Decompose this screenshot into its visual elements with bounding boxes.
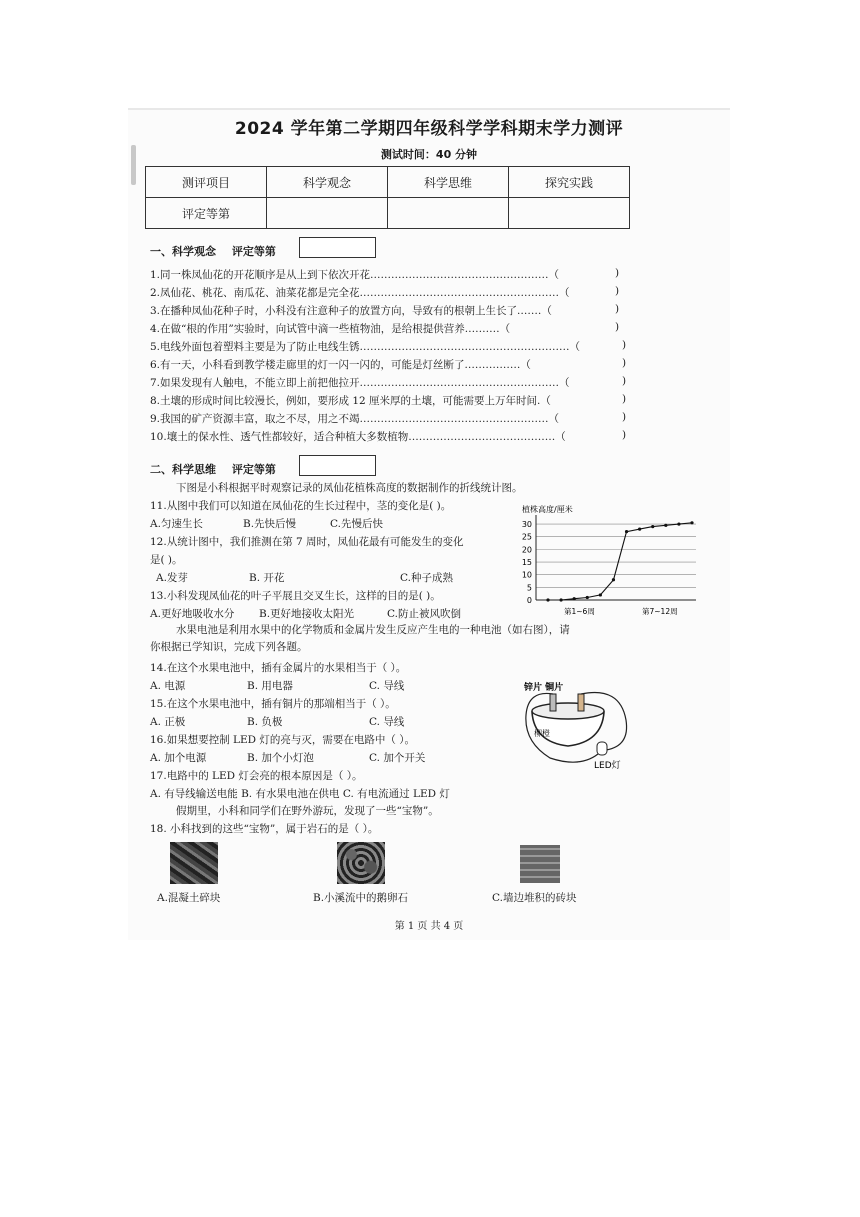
q15-option-a[interactable]: A. 正极 xyxy=(150,716,186,728)
chart-point xyxy=(546,598,549,601)
question-8: 8.土壤的形成时间比较漫长，例如，要形成 12 厘米厚的土壤，可能需要上万年时间.（ xyxy=(150,395,551,407)
question-2: 2.凤仙花、桃花、南瓜花、油菜花都是完全花…………………………………………………（ xyxy=(150,287,570,299)
answer-paren[interactable]: ) xyxy=(622,357,627,369)
led-label: LED灯 xyxy=(594,761,621,770)
zinc-copper-label: 锌片 铜片 xyxy=(524,683,564,693)
chart-y-tick: 5 xyxy=(526,583,532,593)
question-9: 9.我国的矿产资源丰富，取之不尽，用之不竭………………………………………………（ xyxy=(150,413,560,425)
battery-intro-line1: 水果电池是利用水果中的化学物质和金属片发生反应产生电的一种电池（如右图），请 xyxy=(176,624,570,636)
chart-point xyxy=(638,528,641,531)
battery-intro xyxy=(150,622,635,656)
grade-table-header-cell: 科学观念 xyxy=(267,167,388,198)
answer-paren[interactable]: ) xyxy=(615,267,620,279)
q14-option-b[interactable]: B. 用电器 xyxy=(247,680,293,692)
page-title: 2024 学年第二学期四年级科学学科期末学力测评 xyxy=(234,119,624,139)
chart-point xyxy=(586,596,589,599)
q12-option-b[interactable]: B. 开花 xyxy=(249,572,285,584)
section1-grade-label: 评定等第 xyxy=(231,245,276,258)
q11-option-a[interactable]: A.匀速生长 xyxy=(150,518,203,530)
question-11: 11.从图中我们可以知道在凤仙花的生长过程中，茎的变化是( )。 xyxy=(150,500,452,512)
grade-table-row-label: 评定等第 xyxy=(146,198,267,229)
chart-point xyxy=(677,522,680,525)
test-time: 测试时间：40 分钟 xyxy=(380,148,478,161)
q18-option-c[interactable]: C.墙边堆积的砖块 xyxy=(492,892,577,904)
grade-table xyxy=(145,166,630,229)
question-10: 10.壤土的保水性、透气性都较好，适合种植大多数植物……………………………………（ xyxy=(150,431,566,443)
grade-table-header-cell: 测评项目 xyxy=(146,167,267,198)
answer-paren[interactable]: ) xyxy=(622,411,627,423)
chart-point xyxy=(599,593,602,596)
q12-option-c[interactable]: C.种子成熟 xyxy=(400,572,453,584)
q15-option-b[interactable]: B. 负极 xyxy=(247,716,283,728)
answer-paren[interactable]: ) xyxy=(615,285,620,297)
answer-paren[interactable]: ) xyxy=(622,375,627,387)
question-16: 16.如果想要控制 LED 灯的亮与灭，需要在电路中（ ）。 xyxy=(150,734,416,746)
orange-label: 柳橙 xyxy=(534,729,550,738)
chart-y-tick: 20 xyxy=(521,545,532,555)
q14-option-a[interactable]: A. 电源 xyxy=(150,680,186,692)
question-14: 14.在这个水果电池中，插有金属片的水果相当于（ ）。 xyxy=(150,662,407,674)
pebbles-image xyxy=(337,842,385,884)
chart-y-tick: 25 xyxy=(521,532,532,542)
chart-point xyxy=(664,524,667,527)
question-4: 4.在做“根的作用”实验时，向试管中滴一些植物油，是给根提供营养.………（ xyxy=(150,323,511,335)
q16-option-a[interactable]: A. 加个电源 xyxy=(150,752,207,764)
chart-point xyxy=(651,525,654,528)
q16-option-b[interactable]: B. 加个小灯泡 xyxy=(247,752,314,764)
question-5: 5.电线外面包着塑料主要是为了防止电线生锈……………………………………………………（ xyxy=(150,341,581,353)
chart-point xyxy=(573,597,576,600)
grade-cell-practice[interactable] xyxy=(509,198,630,229)
chart-point xyxy=(625,530,628,533)
section2-title: 二、科学思维 xyxy=(150,463,216,476)
answer-paren[interactable]: ) xyxy=(622,393,627,405)
q14-option-c[interactable]: C. 导线 xyxy=(369,680,405,692)
q11-option-b[interactable]: B.先快后慢 xyxy=(243,518,297,530)
q18-option-b[interactable]: B.小溪流中的鹅卵石 xyxy=(313,892,409,904)
question-17: 17.电路中的 LED 灯会亮的根本原因是（ ）。 xyxy=(150,770,363,782)
battery-intro-line2: 你根据已学知识，完成下列各题。 xyxy=(150,641,308,653)
chart-y-tick: 15 xyxy=(521,558,532,568)
chart-y-label: 植株高度/厘米 xyxy=(522,505,573,514)
chart-x-tick: 第7~12周 xyxy=(642,607,678,616)
q13-option-a[interactable]: A.更好地吸收水分 xyxy=(150,608,235,620)
page-footer: 第 1 页 共 4 页 xyxy=(394,921,464,932)
q18-intro: 假期里，小科和同学们在野外游玩，发现了一些“宝物”。 xyxy=(176,805,439,817)
section2-grade-box[interactable] xyxy=(299,455,376,476)
answer-paren[interactable]: ) xyxy=(622,339,627,351)
answer-paren[interactable]: ) xyxy=(615,303,620,315)
section2-heading xyxy=(150,461,276,477)
chart-y-tick: 10 xyxy=(521,570,532,580)
chart-x-tick: 第1~6周 xyxy=(564,607,595,616)
answer-paren[interactable]: ) xyxy=(622,429,627,441)
q18-option-a[interactable]: A.混凝土碎块 xyxy=(157,892,221,904)
section1-grade-box[interactable] xyxy=(299,237,376,258)
question-15: 15.在这个水果电池中，插有铜片的那端相当于（ ）。 xyxy=(150,698,396,710)
fruit-battery-svg xyxy=(520,680,640,770)
chart-intro: 下图是小科根据平时观察记录的凤仙花植株高度的数据制作的折线统计图。 xyxy=(176,482,523,494)
chart-point xyxy=(559,598,562,601)
question-7: 7.如果发现有人触电，不能立即上前把他拉开…………………………………………………（ xyxy=(150,377,570,389)
q11-option-c[interactable]: C.先慢后快 xyxy=(330,518,383,530)
grade-cell-concept[interactable] xyxy=(267,198,388,229)
top-edge xyxy=(128,108,730,110)
q15-option-c[interactable]: C. 导线 xyxy=(369,716,405,728)
chart-y-tick: 0 xyxy=(526,596,532,605)
concrete-fragments-image xyxy=(170,842,218,884)
question-6: 6.有一天，小科看到教学楼走廊里的灯一闪一闪的，可能是灯丝断了.……………（ xyxy=(150,359,531,371)
q13-option-c[interactable]: C.防止被风吹倒 xyxy=(387,608,461,620)
bricks-image xyxy=(520,845,560,883)
question-3: 3.在播种凤仙花种子时，小科没有注意种子的放置方向，导致有的根朝上生长了.……（ xyxy=(150,305,552,317)
q16-option-c[interactable]: C. 加个开关 xyxy=(369,752,426,764)
fruit-battery-figure xyxy=(520,680,640,774)
section1-heading xyxy=(150,243,276,259)
question-12-line2: 是( )。 xyxy=(150,554,183,566)
question-18: 18. 小科找到的这些“宝物”，属于岩石的是（ ）。 xyxy=(150,823,379,835)
chart-series-line xyxy=(548,523,692,600)
height-line-chart xyxy=(508,503,703,622)
question-13: 13.小科发现凤仙花的叶子平展且交叉生长，这样的目的是( )。 xyxy=(150,590,441,602)
question-1: 1.同一株凤仙花的开花顺序是从上到下依次开花……………………………………………（ xyxy=(150,269,560,281)
question-12-line1: 12.从统计图中，我们推测在第 7 周时，凤仙花最有可能发生的变化 xyxy=(150,536,464,548)
section1-title: 一、科学观念 xyxy=(150,245,216,258)
chart-svg xyxy=(508,503,703,618)
chart-point xyxy=(690,521,693,524)
chart-point xyxy=(612,578,615,581)
q13-option-b[interactable]: B.更好地接收太阳光 xyxy=(259,608,355,620)
grade-table-header-cell: 探究实践 xyxy=(509,167,630,198)
chart-y-tick: 30 xyxy=(521,520,532,530)
q17-options[interactable]: A. 有导线输送电能 B. 有水果电池在供电 C. 有电流通过 LED 灯 xyxy=(150,788,450,800)
section2-grade-label: 评定等第 xyxy=(231,463,276,476)
q12-option-a[interactable]: A.发芽 xyxy=(156,572,188,584)
answer-paren[interactable]: ) xyxy=(615,321,620,333)
grade-cell-thinking[interactable] xyxy=(388,198,509,229)
grade-table-header-cell: 科学思维 xyxy=(388,167,509,198)
